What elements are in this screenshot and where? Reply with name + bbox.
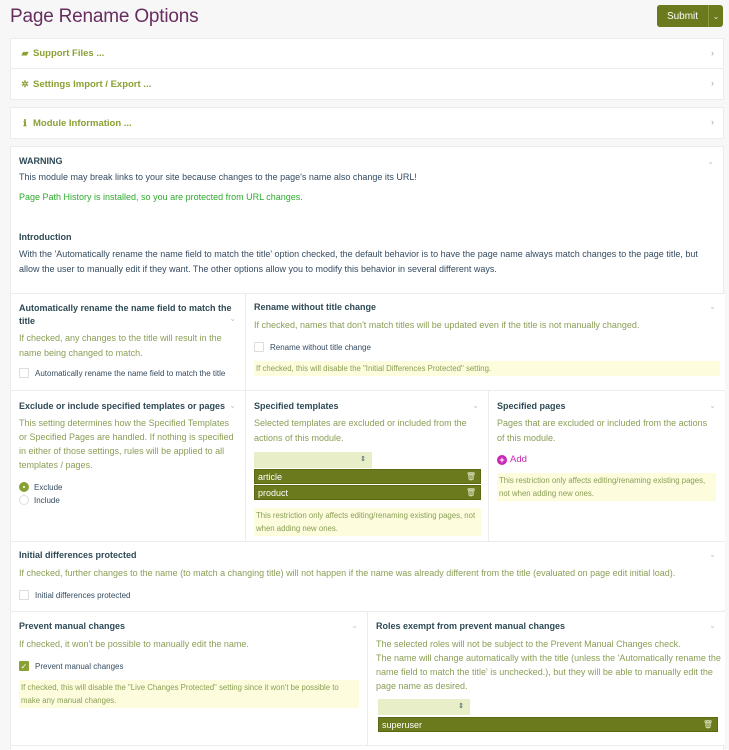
checkbox-label: Rename without title change — [270, 342, 371, 352]
submit-button[interactable]: Submit — [657, 5, 708, 27]
field-note: If checked, this will disable the "Live Changes Protected" setting since it won't be possible to make any manual changes. — [19, 680, 359, 708]
radio-label: Exclude — [34, 482, 63, 492]
accordion-group-2 — [10, 107, 724, 139]
trash-icon[interactable]: 🗑 — [702, 720, 713, 729]
radio-exclude[interactable] — [19, 482, 62, 492]
rename-without-title-checkbox[interactable] — [254, 342, 264, 352]
field-rename-without-title — [246, 294, 725, 390]
description-line-2: The name will change automatically with the title (unless the 'Automatically rename the name field to match the title' is unchecked.), but they will be able to manually edit the page name as desired. — [376, 653, 721, 691]
roles-select[interactable] — [378, 699, 470, 715]
template-item — [254, 485, 481, 500]
field-prevent-manual — [11, 612, 367, 745]
collapse-icon[interactable]: ⌄ — [351, 621, 358, 630]
plus-circle-icon: + — [497, 455, 507, 465]
field-description — [376, 637, 721, 693]
field-initial-differences — [11, 542, 725, 610]
accordion-support-files[interactable] — [11, 39, 723, 69]
field-description: If checked, names that don't match titles will be updated even if the title is not manually changed. — [254, 320, 640, 330]
field-description: This setting determines how the Specified Templates or Specified Pages are handled. If nothing is specified in either of those settings, rules will be applied to all templates / pages. — [19, 418, 234, 470]
roles-list — [378, 717, 718, 733]
checkbox-label: Automatically rename the name field to match the title — [35, 368, 226, 378]
intro-heading: Introduction — [19, 232, 72, 242]
rename-without-title-checkbox-row[interactable] — [254, 342, 371, 352]
collapse-icon[interactable]: ⌄ — [709, 401, 716, 410]
select-arrows-icon: ⇕ — [360, 456, 366, 463]
description-line-1: The selected roles will not be subject to the Prevent Manual Changes check. — [376, 639, 681, 649]
collapse-icon[interactable]: ⌄ — [709, 302, 716, 311]
radio-button[interactable] — [19, 482, 29, 492]
auto-rename-checkbox-row[interactable] — [19, 368, 225, 378]
collapse-icon[interactable]: ⌄ — [229, 401, 236, 410]
initial-differences-checkbox-row[interactable] — [19, 590, 130, 600]
prevent-manual-checkbox-row[interactable] — [19, 661, 124, 671]
collapse-icon[interactable]: ⌄ — [709, 621, 716, 630]
accordion-module-information[interactable] — [11, 108, 723, 138]
field-description: If checked, it won't be possible to manually edit the name. — [19, 639, 249, 649]
prevent-manual-checkbox[interactable]: ✓ — [20, 661, 28, 671]
status-message: Page Path History is installed, so you are protected from URL changes. — [19, 192, 303, 202]
chevron-down-icon: ⌄ — [712, 11, 720, 21]
radio-include[interactable] — [19, 495, 60, 505]
field-description: If checked, further changes to the name (to match a changing title) will not happen if the name was already different from the title (evaluated on page edit initial load). — [19, 568, 676, 578]
field-auto-rename — [11, 294, 245, 390]
field-heading: Initial differences protected — [19, 550, 137, 560]
initial-differences-checkbox[interactable] — [19, 590, 29, 600]
accordion-group-1 — [10, 38, 724, 100]
gear-icon: ✲ — [21, 78, 29, 89]
divider — [11, 745, 725, 746]
settings-card — [10, 146, 724, 750]
auto-rename-checkbox[interactable] — [19, 368, 29, 378]
field-exclude-include — [11, 391, 245, 541]
field-specified-templates — [246, 391, 488, 541]
chevron-right-icon: › — [711, 48, 714, 58]
field-note: This restriction only affects editing/renaming existing pages, not when adding new ones. — [497, 473, 716, 501]
field-description: Selected templates are excluded or included from the actions of this module. — [254, 418, 467, 443]
warning-section — [19, 156, 719, 277]
field-description: Pages that are excluded or included from the actions of this module. — [497, 418, 708, 443]
warning-heading: WARNING — [19, 156, 63, 166]
field-heading: Roles exempt from prevent manual changes — [376, 621, 566, 631]
field-description: If checked, any changes to the title will result in the name being changed to match. — [19, 333, 222, 358]
add-label: Add — [510, 454, 527, 465]
accordion-settings-import-export[interactable] — [11, 69, 723, 99]
template-item-label: product — [258, 487, 289, 498]
template-item-label: article — [258, 471, 283, 482]
add-page-link[interactable] — [497, 454, 527, 465]
submit-button-group — [657, 5, 723, 27]
accordion-label: Settings Import / Export ... — [33, 78, 152, 90]
field-specified-pages — [489, 391, 725, 541]
templates-list — [254, 469, 481, 501]
info-circle-icon: ℹ — [23, 117, 27, 128]
field-note: If checked, this will disable the "Initial Differences Protected" setting. — [254, 361, 720, 376]
radio-button[interactable] — [19, 495, 29, 505]
chevron-right-icon: › — [711, 78, 714, 88]
warning-text: This module may break links to your site because changes to the page's name also change its URL! — [19, 172, 417, 182]
field-roles-exempt — [368, 612, 725, 745]
field-heading: Rename without title change — [254, 302, 377, 312]
collapse-icon[interactable]: ⌄ — [229, 314, 236, 323]
submit-dropdown-toggle[interactable] — [708, 5, 723, 27]
radio-label: Include — [34, 495, 60, 505]
role-item-label: superuser — [382, 719, 423, 730]
collapse-warning-icon[interactable]: ⌄ — [707, 157, 714, 166]
field-heading: Automatically rename the name field to match the title — [19, 303, 232, 326]
collapse-icon[interactable]: ⌄ — [472, 401, 479, 410]
role-item — [378, 717, 718, 732]
templates-select[interactable] — [254, 452, 372, 468]
checkbox-label: Initial differences protected — [35, 590, 131, 600]
template-item — [254, 469, 481, 484]
checkbox-label: Prevent manual changes — [35, 661, 124, 671]
trash-icon[interactable]: 🗑 — [465, 488, 476, 497]
field-heading: Specified templates — [254, 401, 339, 411]
page-title: Page Rename Options — [10, 6, 199, 27]
field-heading: Exclude or include specified templates or pages — [19, 401, 226, 411]
field-heading: Specified pages — [497, 401, 566, 411]
collapse-icon[interactable]: ⌄ — [709, 550, 716, 559]
accordion-label: Support Files ... — [33, 48, 105, 59]
chevron-right-icon: › — [711, 117, 714, 127]
field-note: This restriction only affects editing/renaming existing pages, not when adding new ones. — [254, 508, 481, 536]
field-heading: Prevent manual changes — [19, 621, 126, 631]
book-icon: ▰ — [21, 48, 29, 58]
intro-text: With the 'Automatically rename the name field to match the title' option checked, the default behavior is to have the page name always match changes to the page title, but allow the user to manually edit if they want. The other options allow you to modify this behavior in several different ways. — [19, 249, 698, 274]
select-arrows-icon: ⇕ — [458, 703, 464, 710]
accordion-label: Module Information ... — [33, 117, 132, 129]
trash-icon[interactable]: 🗑 — [465, 472, 476, 481]
